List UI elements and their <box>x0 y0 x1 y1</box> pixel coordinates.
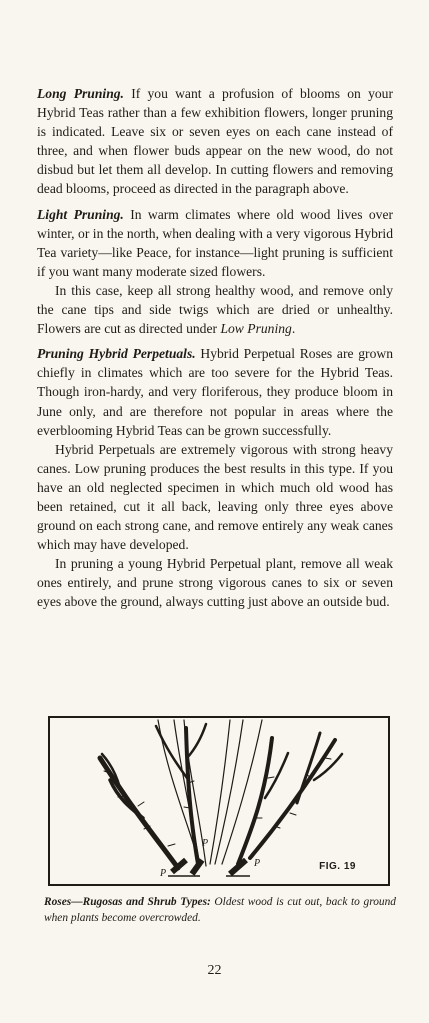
low-pruning-reference: Low Pruning <box>220 321 292 337</box>
caption-text: Oldest wood is cut out, back to ground when plants become overcrowded. <box>44 896 396 924</box>
hybrid-perpetuals-text: Hybrid Perpetual Roses are grown chiefly in climates which are too severe for the Hybrid Teas. Though iron-hardy, and very floriferous, they produce bloom in June only, and are therefore not popular in areas where the everblooming Hybrid Teas can be grown successfully. <box>37 346 393 438</box>
body-text <box>37 84 393 612</box>
light-pruning-text: In warm climates where old wood lives over winter, or in the north, when dealing with a very vigorous Hybrid Tea variety—like Peace, for instance—light pruning is sufficient if you want many moderate sized flowers. <box>37 206 394 279</box>
long-pruning-heading: Long Pruning. <box>37 86 124 101</box>
hybrid-perpetuals-paragraph-2: Hybrid Perpetuals are extremely vigorous with strong heavy canes. Low pruning produces the best results in this type. If you have an old neglected specimen in which much old wood has been retained, cut it all back, leaving only three eyes above ground on each strong cane, and remove entirely any weak canes which may have developed. <box>37 441 393 553</box>
long-pruning-text: If you want a profusion of blooms on your Hybrid Teas rather than a few exhibition flowers, longer pruning is indicated. Leave six or seven eyes on each cane instead of three, and when flower buds appear on the new wood, do not disbud but let them all develop. In cutting flowers and removing dead blooms, proceed as directed in the paragraph above. <box>37 86 393 197</box>
light-pruning-heading: Light Pruning. <box>37 206 124 222</box>
hybrid-perpetuals-paragraph <box>37 344 393 439</box>
light-pruning-para2-text: In this case, keep all strong healthy wood, and remove only the cane tips and side twigs which are dried or unhealthy. Flowers are cut as directed under <box>37 282 393 337</box>
cut-point-marker: P <box>202 838 209 849</box>
light-pruning-paragraph-2 <box>37 281 393 338</box>
cut-point-marker: P <box>160 868 167 879</box>
page-number: 22 <box>207 963 222 978</box>
figure-caption <box>44 894 396 926</box>
hybrid-perpetuals-heading: Pruning Hybrid Perpetuals. <box>37 346 196 362</box>
cut-point-marker: P <box>254 858 261 869</box>
figure-19-frame <box>48 716 390 886</box>
light-pruning-paragraph <box>37 205 393 281</box>
caption-title: Roses—Rugosas and Shrub Types: <box>44 896 211 908</box>
figure-label: FIG. 19 <box>319 861 356 872</box>
light-pruning-para2-end: . <box>291 321 296 337</box>
hybrid-perpetuals-paragraph-3: In pruning a young Hybrid Perpetual plant, remove all weak ones entirely, and prune strong vigorous canes to six or seven eyes above the ground, always cutting just above an outside bud. <box>37 556 393 610</box>
long-pruning-paragraph <box>37 84 393 199</box>
